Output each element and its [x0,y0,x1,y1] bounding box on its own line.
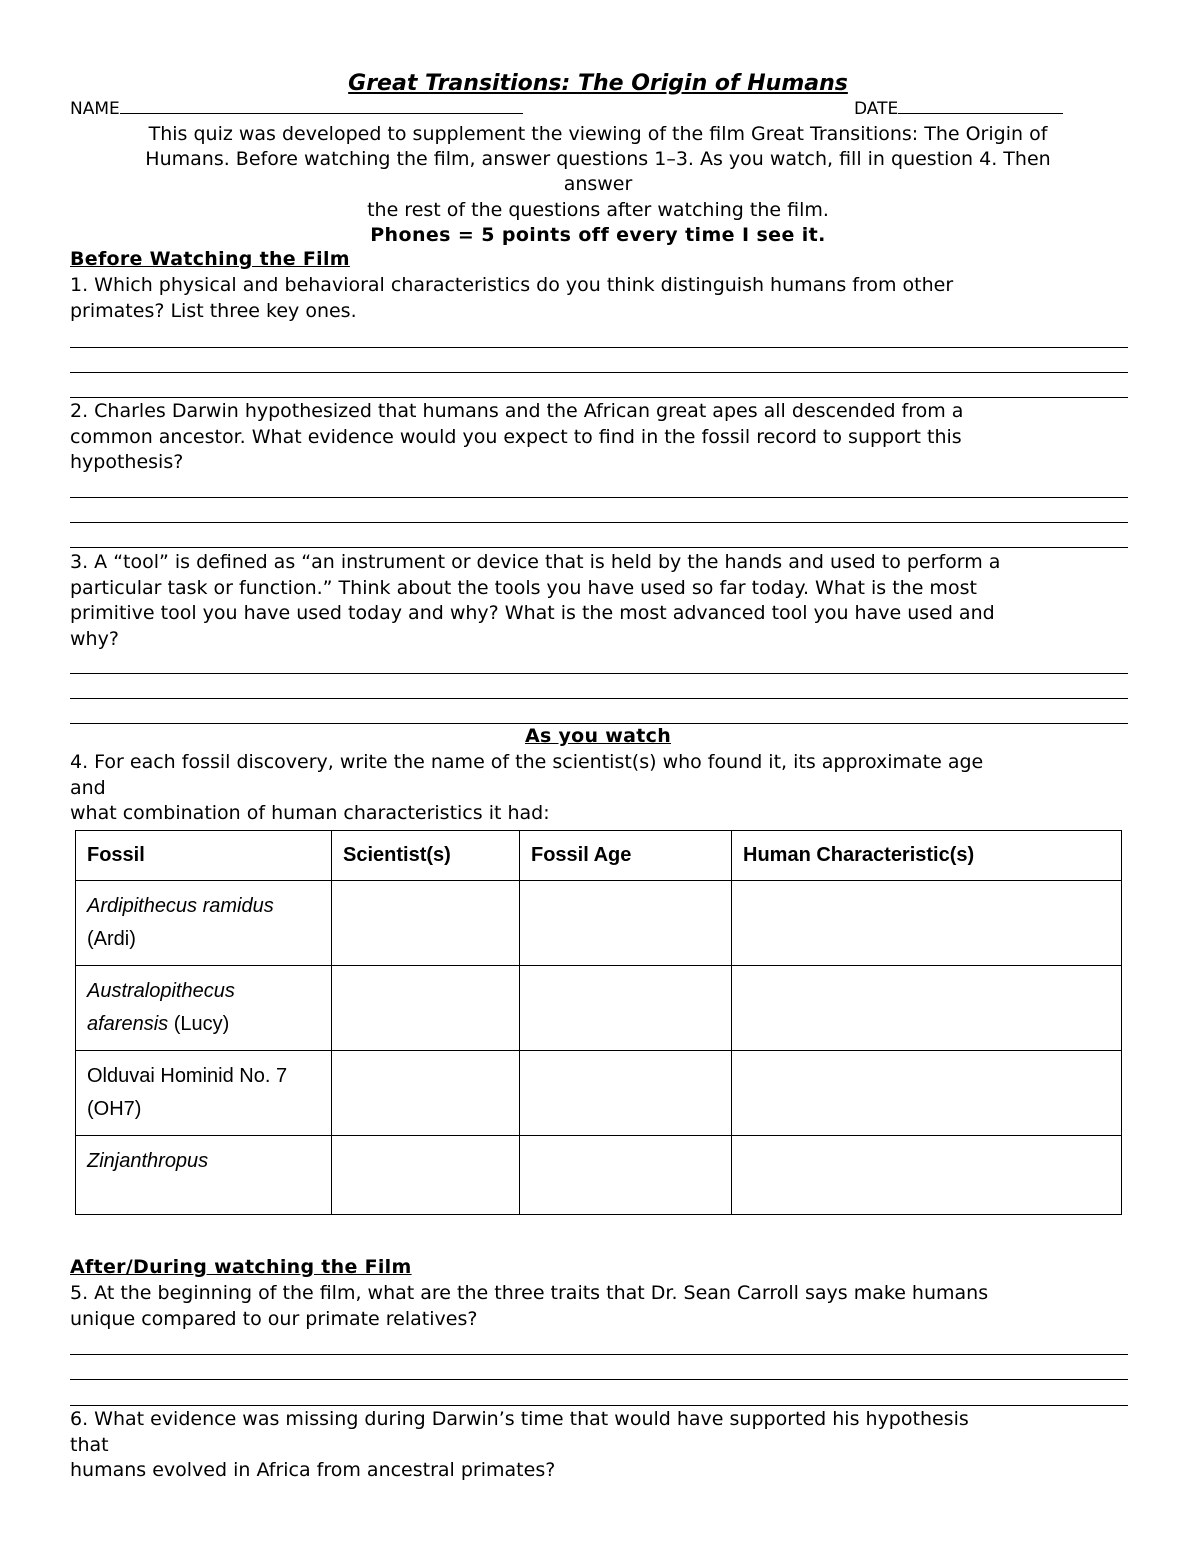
fossil-cell [76,881,332,966]
fossil-species: Zinjanthropus [87,1150,209,1172]
answer-line[interactable] [70,723,1128,724]
scientists-cell[interactable] [332,1051,520,1136]
answer-line[interactable] [70,372,1128,373]
question-2-line: hypothesis? [70,451,184,473]
scientists-cell[interactable] [332,966,520,1051]
after-heading: After/During watching the Film [70,1256,412,1278]
question-2-line: 2. Charles Darwin hypothesized that humans and the African great apes all descended from a [70,400,964,422]
question-4-line: 4. For each fossil discovery, write the name of the scientist(s) who found it, its approximate age [70,751,984,773]
question-6 [70,1407,969,1484]
fossil-cell [76,1051,332,1136]
question-6-line: 6. What evidence was missing during Darwin’s time that would have supported his hypothesis [70,1408,969,1430]
question-2 [70,399,963,476]
phones-warning: Phones = 5 points off every time I see it. [370,224,826,246]
answer-line[interactable] [70,1405,1128,1406]
table-row [76,881,1122,966]
fossil-age-cell[interactable] [520,1136,732,1215]
characteristics-cell[interactable] [732,1051,1122,1136]
worksheet-title: Great Transitions: The Origin of Humans [348,71,848,96]
question-4-line: and [70,776,106,799]
answer-line[interactable] [70,1354,1128,1355]
fossil-nickname: (Ardi) [87,928,136,950]
question-6-line: humans evolved in Africa from ancestral primates? [70,1459,556,1481]
fossil-age-cell[interactable] [520,966,732,1051]
column-header-scientists: Scientist(s) [332,831,520,881]
fossil-age-cell[interactable] [520,1051,732,1136]
question-1-line: primates? List three key ones. [70,299,357,322]
intro-line-4: the rest of the questions after watching the film. [367,199,829,221]
intro-line-3: answer [563,173,633,195]
question-5-line: 5. At the beginning of the film, what are the three traits that Dr. Sean Carroll says make humans [70,1282,989,1304]
name-label: NAME [70,99,120,119]
date-field-row [854,99,1063,119]
question-3-line: particular task or function.” Think about the tools you have used so far today. What is the most [70,576,977,599]
answer-line[interactable] [70,673,1128,674]
column-header-fossil-age: Fossil Age [520,831,732,881]
answer-line[interactable] [70,497,1128,498]
table-row [76,1136,1122,1215]
before-heading: Before Watching the Film [70,248,350,270]
fossil-cell [76,1136,332,1215]
fossil-name: Olduvai Hominid No. 7 (OH7) [87,1065,288,1120]
intro-line-1: This quiz was developed to supplement the viewing of the film Great Transitions: The Origin of [148,123,1048,145]
fossil-species: Australopithecus afarensis [87,980,235,1035]
name-blank[interactable] [120,99,523,114]
answer-line[interactable] [70,1379,1128,1380]
table-row [76,1051,1122,1136]
table-header-row [76,831,1122,881]
answer-line[interactable] [70,347,1128,348]
question-1 [70,273,953,324]
answer-line[interactable] [70,522,1128,523]
date-label: DATE [854,99,899,119]
fossil-age-cell[interactable] [520,881,732,966]
date-blank[interactable] [898,99,1063,114]
fossil-table [75,830,1122,1215]
fossil-species: Ardipithecus ramidus [87,895,274,917]
characteristics-cell[interactable] [732,1136,1122,1215]
question-3-line: why? [70,627,119,650]
fossil-nickname: (Lucy) [173,1013,230,1035]
question-3 [70,550,1000,652]
characteristics-cell[interactable] [732,966,1122,1051]
column-header-fossil: Fossil [76,831,332,881]
scientists-cell[interactable] [332,1136,520,1215]
answer-line[interactable] [70,547,1128,548]
answer-line[interactable] [70,698,1128,699]
name-field-row [70,99,523,119]
fossil-cell [76,966,332,1051]
question-6-line: that [70,1433,109,1456]
question-1-line: 1. Which physical and behavioral characteristics do you think distinguish humans from other [70,274,954,296]
as-you-watch-heading: As you watch [524,725,672,747]
characteristics-cell[interactable] [732,881,1122,966]
intro-line-2: Humans. Before watching the film, answer questions 1–3. As you watch, fill in question 4. Then [145,148,1051,170]
question-5-line: unique compared to our primate relatives? [70,1307,478,1330]
answer-line[interactable] [70,397,1128,398]
table-row [76,966,1122,1051]
question-4-line: what combination of human characteristics it had: [70,802,550,824]
column-header-human-characteristics: Human Characteristic(s) [732,831,1122,881]
question-5 [70,1281,988,1332]
question-2-line: common ancestor. What evidence would you expect to find in the fossil record to support this [70,425,962,448]
question-3-line: primitive tool you have used today and why? What is the most advanced tool you have used and [70,602,995,624]
question-4 [70,750,983,827]
question-3-line: 3. A “tool” is defined as “an instrument or device that is held by the hands and used to perform a [70,551,1001,573]
scientists-cell[interactable] [332,881,520,966]
